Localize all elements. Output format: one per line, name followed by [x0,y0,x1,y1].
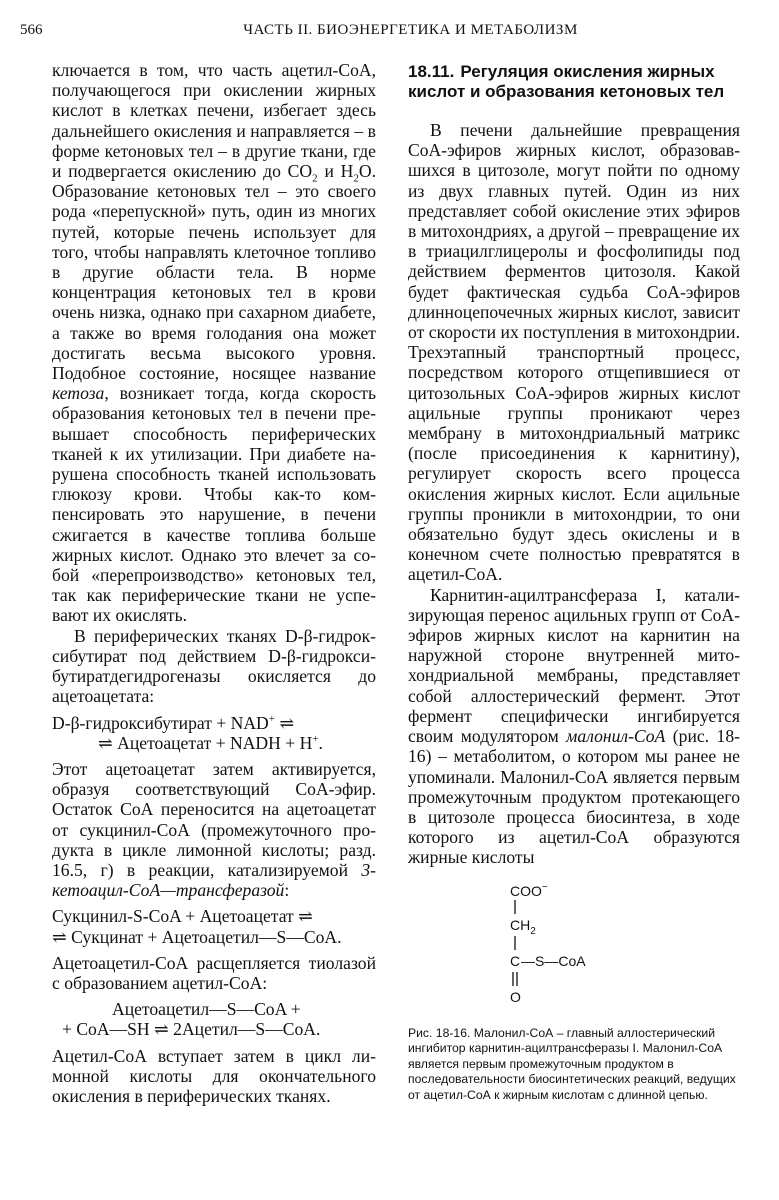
equation-succinyl: Сукцинил-S-CoA + Ацетоацетат ⇌ ⇌ Сукцинат + Ацетоацетил—S—CoA. [52,906,342,947]
malonyl-coa-diagram [468,880,608,1010]
carbon-label: C [510,952,521,969]
paragraph: Карнитин-ацилтрансфераза I, катализирующая перенос ацильных групп от СоА-эфиров жирных кислот на карнитин на наружной стороне внутренней митохондриальной мембраны, представляет собой аллостерический фермент. Этот фермент специфически ингибируется своим модулятором малонил-СоА (рис. 18-16) – метаболитом, о котором мы ранее не упоминали. Малонил-СоА является первым промежуточным продуктом протекающего в цитозоле процесса биосинтеза, в ходе которого из ацетил-СоА образуются жирные кислоты [408,584,740,868]
paragraph: В печени дальнейшие превращения СоА-эфиров жирных кислот, образовавшихся в цитозоле, могут пойти по одному из двух главных путей. Один из них представляет собой окисление этих эфиров в митохондриях, а другой – превращение их в триацилглицеролы и фосфолипиды под действием ферментов цитозоля. Какой будет фактическая судьба СоА-эфиров длинноцепочечных жирных кислот, зависит от скорости их поступления в митохондрии. Трехэтапный транспортный процесс, посредством которого отщепившиеся от цитозольных СоА-эфиров жирных кислот ацильные группы проникают через мембрану в митохондриальный матрикс (после присоединения к карнитину), регулирует скорость всего процесса окисления жирных кислот. Если ацильные группы проникли в митохондрии, то они обязательно будут здесь окислены и в конечном счете полностью превратятся в ацетил-СоА. [408,120,740,585]
oxygen-label: O [510,988,521,1005]
ch2-label: $CH_2$ [510,916,536,937]
paragraph: Ацетоацетил-СоА расщепляется тиолазой с образованием ацетил-СоА: [52,952,376,993]
paragraph: Этот ацетоацетат затем активируется, образуя соответствующий СоА-эфир. Остаток СоА переносится на ацетоацетат от сукцинил-СоА (промежуточного продукта в цикле лимонной кислоты; разд. 16.5, г) в реакции, катализируемой 3-кетоацил-СоА—трансферазой: [52,758,376,901]
running-head: ЧАСТЬ II. БИОЭНЕРГЕТИКА И МЕТАБОЛИЗМ [243,22,578,38]
page-number: 566 [20,22,43,38]
page-header [20,22,761,46]
paragraph: Ацетил-СоА вступает затем в цикл лимонной кислоты для окончательного окисления в периферических тканях. [52,1045,376,1106]
section-heading: 18.11. Регуляция окисления жирных кислот и образования кетоновых тел [408,62,725,101]
equation-hydroxybutyrate: D-β-гидроксибутират + NAD+ ⇌ ⇌ Ацетоацетат + NADH + H+. [52,712,323,753]
coo-label: COO− [510,881,548,899]
right-column [408,60,740,1103]
left-column [52,60,376,1106]
equation-thiolase: Ацетоацетил—S—CoA + + CoA—SH ⇌ 2Ацетил—S—CoA. [62,999,321,1040]
figure-caption: Рис. 18-16. Малонил-СоА – главный аллостерический ингибитор карнитин-ацилтрансферазы I. Малонил-СоА является первым промежуточным продуктом в последовательности биосинтетических реакций, ведущих от ацетил-СоА к жирным кислотам с длинной цепью. [408,1025,736,1102]
malonyl-coa-structure [408,880,740,1010]
s-coa-label: —S—CoA [521,952,586,969]
paragraph: ключается в том, что часть ацетил-СоА, получающегося при окислении жирных кислот в клетках печени, избегает здесь дальнейшего окисления и направляется – в форме кетоновых тел – в другие ткани, где и подвергается окислению до $СО_2$ и $Н_2О$. Образование кетоновых тел – это своего рода «перепускной» путь, один из многих путей, которые печень использует для того, чтобы направлять клеточное топливо в другие области тела. В норме концентрация кетоновых тел в крови очень низка, однако при сахарном диабете, а также во время голодания она может достигать весьма высокого уровня. Подобное состояние, носящее название кетоза, возникает тогда, когда скорость образования кетоновых тел в печени превышает способность периферических тканей к их утилизации. При диабете нарушена способность тканей использовать глюкозу крови. Чтобы как-то компенсировать это нарушение, в печени сжигается в качестве топлива больше жирных кислот. Однако это влечет за собой «перепроизводство» кетоновых тел, так как периферические ткани не успевают их окислять. [52,60,376,626]
paragraph: В периферических тканях D-β-гидроксибутират под действием D-β-гидроксибутиратдегидрогеназы окисляется до ацетоацетата: [52,625,376,707]
